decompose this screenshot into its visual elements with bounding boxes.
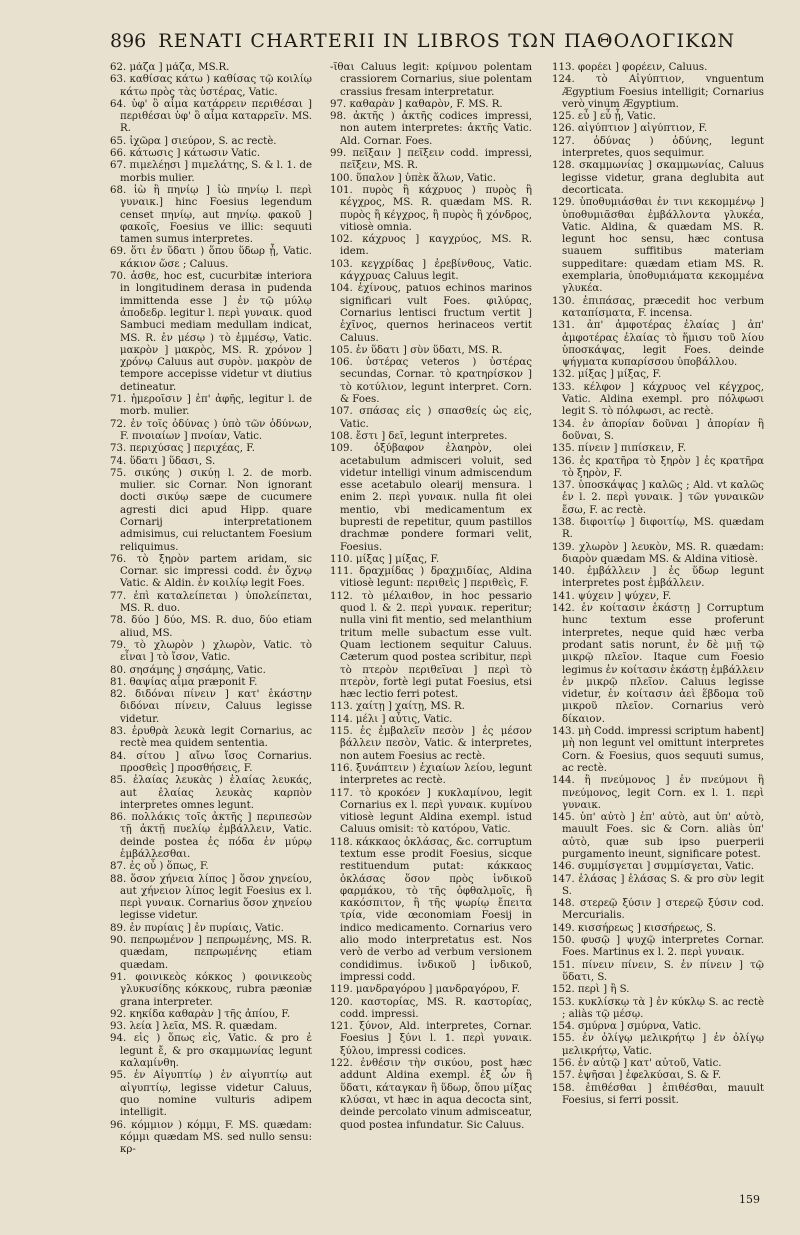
note-entry: 146. συμμίσγεται ] συμμίσγεται, Vatic. bbox=[552, 861, 755, 873]
note-entry: 91. φοινικεὸς κόκκος ) φοινικεοὺς γλυκυσίδης κόκκους, rubra pæoniæ grana interpreter. bbox=[110, 971, 312, 1008]
note-entry: 137. ὑποσκάψας ] καλῶς ; Ald. vt καλῶς ἐν l. 2. περὶ γυναικ. ] τῶν γυναικῶν ἔσω, F. ac rectè. bbox=[552, 480, 764, 516]
note-entry: 122. ἐνθέσιν τὴν σικύου, post hæc addunt Aldina exempl. ἐξ ὧν ἢ ὕδατι, κάταγκαν ἢ ὕδωρ, ὅπου μίξας κλύσαι, vt hæc in aqua decocta sint, deinde percolato vinum admisceatur, quod postea infundatur. Sic Caluus. bbox=[330, 1058, 532, 1131]
note-entry: 77. ἐπὶ καταλείπεται ) ὑπολείπεται, MS. R. duo. bbox=[110, 590, 312, 615]
note-entry: 93. λεία ] λεῖα, MS. R. quædam. bbox=[110, 1021, 278, 1033]
note-entry: 85. ἐλαίας λευκὰς ) ἐλαίας λευκάς, aut ἐλαίας λευκὰς καρπὸν interpretes omnes legunt. bbox=[110, 775, 312, 811]
note-entry: 128. σκαμμωνίας ] σκαμμωνίας, Caluus legisse videtur, grana deglubita aut decorticata. bbox=[552, 160, 764, 196]
note-entry: 106. ὑστέρας veteros ) ὑστέρας secundas, Cornar. τὸ κρατηρίσκον ] τὸ κοτύλιον, legunt interpret. Corn. & Foes. bbox=[330, 357, 532, 406]
note-entry: 86. πολλάκις τοῖς ἀκτῆς ] περιπεσὼν τῇ ἀκτῇ πυελίῳ ἐμβάλλειν, Vatic. deinde postea ἐς πόδα ἐν μύρῳ ἐμβάλλεσθαι. bbox=[110, 812, 312, 860]
note-entry: 121. ξύνον, Ald. interpretes, Cornar. Foesius ] ξύνι l. 1. περὶ γυναικ. ξύλου, impressi codices. bbox=[330, 1021, 532, 1057]
note-entry: 151. πίνειν πίνειν, S. ἐν πίνειν ] τῷ ὕδατι, S. bbox=[552, 959, 764, 983]
text-column-right bbox=[552, 62, 764, 1187]
note-entry: 118. κάκκαος ὀκλάσας, &c. corruptum textum esse prodit Foesius, sicque restituendum putat: κάκκαος ὀκλάσας ὅσον πρὸς ἰνδικοῦ φαρμάκου, τὸ τῆς ὀφθαλμοῖς, ἢ κακόσπιτον, ἢ τῆς ψωρίῳ ἔπειτα τρία, vide œconomiam Foesij in indico medicamento. Cornarius vero alio modo interpretatus est. Nos verò de verbo ad verbum versionem condidimus. ἰνδικοῦ ] ἰνδικοῦ, impressi codd. bbox=[330, 836, 532, 983]
note-entry: 79. τὸ χλωρὸν ) χλωρὸν, Vatic. τὸ εἶναι ] τὸ ἴσον, Vatic. bbox=[110, 639, 312, 664]
note-entry: 110. μίξας ] μίξας, F. bbox=[330, 553, 440, 565]
note-entry: 94. εἰς ) ὅπως εἰς, Vatic. & pro ἐ legunt ἔ, & pro σκαμμωνίας legunt καλαμίνθη. bbox=[110, 1033, 312, 1070]
note-entry: 132. μίξας ] μίξας, F. bbox=[552, 369, 662, 381]
note-entry: 115. ἐς ἐμβαλεῖν πεσὸν ] ἐς μέσον βάλλειν πεσὸν, Vatic. & interpretes, non autem Foesius ac rectè. bbox=[330, 726, 532, 762]
note-entry: 108. ἔστι ] δεῖ, legunt interpretes. bbox=[330, 430, 508, 442]
note-entry: 130. ἐπιπάσας, præcedit hoc verbum καταπίσματα, F. incensa. bbox=[552, 295, 764, 319]
text-column-left bbox=[110, 62, 312, 1187]
note-entry: 140. ἐμβάλλειν ] ἐς ὕδωρ legunt interpretes post ἐμβάλλειν. bbox=[552, 566, 764, 590]
note-entry: 126. αἰγύπτιον ] αἰγύπτιον, F. bbox=[552, 123, 708, 135]
note-entry: 127. ὀδύνας ) ὀδύνης, legunt interpretes, quos sequimur. bbox=[552, 135, 764, 160]
note-entry: 80. σησάμης ) σησάμης, Vatic. bbox=[110, 664, 266, 676]
page-header bbox=[110, 30, 736, 60]
note-entry: 158. ἐπιθέσθαι ] ἐπιθέσθαι, mauult Foesius, si ferri possit. bbox=[552, 1082, 764, 1106]
note-entry: 95. ἐν Αἰγυπτίῳ ) ἐν αἰγυπτίῳ aut αἰγυπτίῳ, legisse videtur Caluus, quo nomine vulturis adipem intelligit. bbox=[110, 1070, 312, 1119]
note-entry: -ῖθαι Caluus legit: κρίμνου polentam crassiorem Cornarius, siue polentam crassius fresam interpretatur. bbox=[330, 62, 532, 98]
note-entry: 87. ἐς οὖ ) ὅπως, F. bbox=[110, 861, 209, 873]
note-entry: 129. ὑποθυμιάσθαι ἐν τινι κεκομμένῳ ] ὑποθυμιᾶσθαι ἐμβάλλοντα γλυκέα, Vatic. Aldina, & quædam MS. R. legunt hoc sensu, hæc contusa suauem suffitibus materiam suppeditare: quædam etiam MS. R. exemplaria, ὑποθυμιάματα κεκομμένα γλυκέα. bbox=[552, 197, 764, 295]
note-entry: 141. ψύχειν ] ψύχεν, F. bbox=[552, 590, 672, 602]
note-entry: 99. πεῖξαιν ] πεῖξειν codd. impressi, πεῖξειν, MS. R. bbox=[330, 148, 532, 172]
note-entry: 156. ἐν αὐτῷ ] κατ' αὐτοῦ, Vatic. bbox=[552, 1058, 722, 1070]
note-entry: 117. τὸ κροκόεν ] κυκλαμίνου, legit Cornarius ex l. περὶ γυναικ. κυμίνου vitiosè legunt Aldina exempl. istud Caluus omisit: τὸ κατόρου, Vatic. bbox=[330, 787, 532, 836]
note-entry: 142. ἐν κοίτασιν ἑκάστῃ ] Corruptum hunc textum esse proferunt interpretes, neque quid hæc verba prodant satis norunt, ἐν δὲ μιῇ τῷ μικρῷ πλεῖον. Itaque cum Foesio legimus ἐν κοίτασιν ἑκάστῃ ἐμβάλλειν ἐν μικρῷ πλεῖον. Caluus legisse videtur, ἐν κοίτασιν ἀεὶ ἕβδομα τοῦ μικροῦ πλεῖον. Cornarius verò δίκαιον. bbox=[552, 603, 764, 725]
note-entry: 111. δραχμίδας ) δραχμιδίας, Aldina vitiosè legunt: περιθεὶς ] περιθεὶς, F. bbox=[330, 566, 532, 590]
running-title: RENATI CHARTERII IN LIBROS ΤΩΝ ΠΑΘΟΛΟΓΙΚΩΝ bbox=[158, 30, 736, 52]
note-entry: 88. ὅσον χήνεια λίπος ] ὅσον χηνείου, aut χήνειον λίπος legit Foesius ex l. περὶ γυναικ. Cornarius ὅσον χηνείου legisse videtur. bbox=[110, 873, 312, 922]
note-entry: 82. διδόναι πίνειν ] κατ' ἑκάστην διδόναι πίνειν, Caluus legisse videtur. bbox=[110, 689, 312, 725]
note-entry: 97. καθαρὰν ] καθαρὸν, F. MS. R. bbox=[330, 98, 503, 110]
note-entry: 92. κηκίδα καθαρὰν ] τῆς ἀπίου, F. bbox=[110, 1008, 291, 1020]
note-entry: 113. χαίτῃ ] χαίτῃ, MS. R. bbox=[330, 701, 465, 713]
note-entry: 125. εὖ ] εὖ ᾖ, Vatic. bbox=[552, 111, 656, 123]
note-entry: 75. σικύης ) σικύῃ l. 2. de morb. mulier. sic Cornar. Non ignorant docti σικύῳ sæpe de cucumere agresti dici apud Hipp. quare Cornarij interpretationem admisimus, cui reluctantem Foesium reliquimus. bbox=[110, 467, 312, 553]
note-entry: 116. ξυνάπτειν ) ἐχιαίων λείου, legunt interpretes ac rectè. bbox=[330, 762, 532, 787]
note-entry: 71. ἡμεροῖσιν ] ἐπ' ἀφῆς, legitur l. de morb. mulier. bbox=[110, 394, 312, 418]
note-entry: 63. καθίσας κάτω ) καθίσας τῷ κοιλίῳ κάτω πρὸς τὰς ὑστέρας, Vatic. bbox=[110, 74, 312, 98]
note-entry: 124. τὸ Αἰγύπτιον, vnguentum Ægyptium Foesius intelligit; Cornarius verò vinum Ægyptium. bbox=[552, 74, 764, 110]
note-entry: 65. ἰχῶρα ] σιεύρον, S. ac rectè. bbox=[110, 135, 277, 147]
note-entry: 74. ὕδατι ] ὕδασι, S. bbox=[110, 455, 216, 467]
note-entry: 131. ἀπ' ἀμφοτέρας ἐλαίας ] ἀπ' ἀμφοτέρας ἐλαίας τὸ ἥμισυ τοῦ λίου ὑποσκάψας, legit Foes. deinde ψήγματα κυπαρίσσου ὑποβάλλου. bbox=[552, 320, 764, 369]
note-entry: 81. θαψίας αἷμα præponit F. bbox=[110, 676, 258, 688]
note-entry: 153. κυκλίσκῳ τὰ ] ἐν κύκλῳ S. ac rectè ; aliàs τῷ μέσῳ. bbox=[552, 996, 764, 1020]
note-entry: 101. πυρὸς ἢ κάχρυος ) πυρὸς ἢ κέγχρος, MS. R. quædam MS. R. πυρὸς ἢ κέγχρος, ἢ πυρὸς ἢ χόνδρος, vitiosè omnia. bbox=[330, 184, 532, 233]
note-entry: 114. μέλι ] αὖτις, Vatic. bbox=[330, 713, 453, 725]
note-entry: 104. ἐχίνους, patuos echinos marinos significari vult Foes. φιλύρας, Cornarius lentisci fructum vertit ] ἐχῖνος, quernos herinaceos vertit Caluus. bbox=[330, 283, 532, 344]
note-entry: 96. κόμμιον ) κόμμι, F. MS. quædam: κόμμι quædam MS. sed nullo sensu: κρ- bbox=[110, 1119, 312, 1156]
note-entry: 100. ὕπαλον ] ὑπὲκ ἅλων, Vatic. bbox=[330, 172, 496, 184]
note-entry: 145. ὑπ' αὐτὸ ] ἐπ' αὐτὸ, aut ὑπ' αὐτὸ, mauult Foes. sic & Corn. aliàs ὑπ' αὐτὸ, quæ sub ipso puerperii purgamento ineunt, significare potest. bbox=[552, 812, 764, 860]
note-entry: 62. μάζα ] μάζα, MS.R. bbox=[110, 62, 230, 73]
note-entry: 148. στερεῷ ξύσιν ] στερεῷ ξύσιν cod. Mercurialis. bbox=[552, 898, 764, 922]
note-entry: 76. τὸ ξηρὸν partem aridam, sic Cornar. sic impressi codd. ἐν ὄχνῳ Vatic. & Aldin. ἐν κοιλίῳ legit Foes. bbox=[110, 553, 312, 590]
note-entry: 70. ἀσθε, hoc est, cucurbitæ interiora in longitudinem derasa in pudenda immittenda esse ] ἐν τῷ μύλῳ ἀποδεδρ. legitur l. περὶ γυναικ. quod Sambuci mediam medullam indicat, MS. R. ἐν μέσῳ ) τὸ ἐμμέσῳ, Vatic. μακρὸν ] μακρὸς, MS. R. χρόνον ] χρόνῳ Caluus aut συρὸν. μακρὸν de tempore accepisse videtur vt diutius detineatur. bbox=[110, 271, 312, 393]
note-entry: 64. ὑφ' ὃ αἷμα κατάρρειν περιθέσαι ] περιθέσαι ὑφ' ὃ αἷμα καταρρεῖν. MS. R. bbox=[110, 98, 312, 135]
note-entry: 139. χλωρὸν ] λευκὸν, MS. R. quædam: διαρὸν quædam MS. & Aldina vitiosè. bbox=[552, 541, 764, 565]
catchword: 159 bbox=[739, 1193, 760, 1206]
note-entry: 138. διφοιτίῳ ] διφοιτίῳ, MS. quædam R. bbox=[552, 516, 764, 541]
note-entry: 78. δύο ] δύο, MS. R. duo, δύο etiam aliud, MS. bbox=[110, 615, 312, 639]
note-entry: 103. κεγχρίδας ] ἐρεβίνθους, Vatic. κάγχρυας Caluus legit. bbox=[330, 258, 532, 283]
note-entry: 154. σμύρνα ] σμύρνα, Vatic. bbox=[552, 1021, 702, 1033]
text-column-middle bbox=[330, 62, 532, 1187]
note-entry: 152. περὶ ] ἢ S. bbox=[552, 984, 630, 996]
note-entry: 150. φυσῷ ] ψυχῷ interpretes Cornar. Foes. Martinus ex l. 2. περὶ γυναικ. bbox=[552, 935, 764, 959]
note-entry: 102. κάχρυος ] καγχρύος, MS. R. idem. bbox=[330, 234, 532, 258]
page-number: 896 bbox=[110, 30, 147, 52]
note-entry: 143. μὴ Codd. impressi scriptum habent] μὴ non legunt vel omittunt interpretes Corn. & Foesius, quos sequuti sumus, ac rectè. bbox=[552, 726, 764, 774]
note-entry: 67. πιμελέῃσι ] πιμελάτης, S. & l. 1. de morbis mulier. bbox=[110, 160, 312, 184]
note-entry: 109. ὀξύβαφον ἐλαηρὸν, olei acetabulum admisceri voluit, sed videtur intelligi vinum admiscendum esse acetabulo olearij mensura. l enim 2. περὶ γυναικ. nulla fit olei mentio, vbi medicamentum ex bupresti de repetitur, quum pastillos drachmæ pondere formari velit, Foesius. bbox=[330, 443, 532, 553]
note-entry: 155. ἐν ὀλίγῳ μελικρήτῳ ] ἐν ὀλίγῳ μελικρήτῳ, Vatic. bbox=[552, 1033, 764, 1057]
note-entry: 90. πεπρωμένον ] πεπρωμένης, MS. R. quædam, πεπρωμένης etiam quædam. bbox=[110, 935, 312, 971]
note-entry: 136. ἐς κρατῆρα τὸ ξηρὸν ] ἐς κρατῆρα τὸ ξηρὸν, F. bbox=[552, 455, 764, 479]
note-entry: 107. σπάσας εἰς ) σπασθείς ὡς εἰς, Vatic. bbox=[330, 406, 532, 430]
note-entry: 105. ἐν ὕδατι ] σὺν ὕδατι, MS. R. bbox=[330, 344, 503, 356]
note-entry: 120. καστορίας, MS. R. καστορίας, codd. impressi. bbox=[330, 996, 532, 1020]
note-entry: 112. τὸ μέλαιθον, in hoc pessario quod l. & 2. περὶ γυναικ. reperitur; nulla vini fit mentio, sed melanthium tritum melle subactum esse vult. Quam lectionem sequitur Caluus. Cæterum quod postea scribitur, περὶ τὸ πτερὸν περιθεῖναι ] περὶ τὸ πτερὸν, fortè legi putat Foesius, etsi hæc lectio ferri potest. bbox=[330, 590, 532, 701]
note-entry: 134. ἐν ἀπορίαν δοῦναι ] ἀπορίαν ἢ δοῦναι, S. bbox=[552, 418, 764, 442]
note-entry: 149. κισσήρεως ] κισσήρεως, S. bbox=[552, 922, 717, 934]
note-entry: 133. κέλφον ] κάχρυος vel κέγχρος, Vatic. Aldina exempl. pro πόλφωσι legit S. τὸ πόλφωσι, ac rectè. bbox=[552, 381, 764, 418]
note-entry: 73. περιχύσας ] περιχέας, F. bbox=[110, 443, 255, 455]
note-entry: 119. μανδραγόρου ] μανδραγόρου, F. bbox=[330, 984, 521, 996]
note-entry: 72. ἐν τοῖς ὀδύνας ) ὑπὸ τῶν ὀδύνων, F. πνοιαίων ] πνοίαν, Vatic. bbox=[110, 418, 312, 442]
note-entry: 66. κάτωσις ] κάτωσιν Vatic. bbox=[110, 148, 261, 160]
note-entry: 144. ἢ πνεύμονος ] ἐν πνεύμονι ἢ πνεύμονος, legit Corn. ex l. 1. περὶ γυναικ. bbox=[552, 775, 764, 811]
note-entry: 98. ἀκτῆς ) ἀκτῆς codices impressi, non autem interpretes: ἀκτῆς Vatic. Ald. Cornar. Foes. bbox=[330, 111, 532, 147]
note-entry: 68. ἰὼ ἢ πηνίῳ ] ἰὼ πηνίῳ l. περὶ γυναικ.] hinc Foesius legendum censet πηνίῳ, aut πηνίῳ. φακοῦ ] φακοῖς, Foesius ve illic: sequuti tamen sumus interpretes. bbox=[110, 184, 312, 246]
note-entry: 89. ἐν πυρίαις ] ἐν πυρίαις, Vatic. bbox=[110, 922, 284, 934]
note-entry: 83. ἐρυθρὰ λευκὰ legit Cornarius, ac rectè mea quidem sententia. bbox=[110, 726, 312, 750]
note-entry: 135. πίνειν ] πιπίσκειν, F. bbox=[552, 443, 687, 455]
note-entry: 113. φορέει ] φορέειν, Caluus. bbox=[552, 62, 708, 73]
note-entry: 84. σίτου ] αἴνω ἴσος Cornarius. προσθεὶς ] προσθήσεις, F. bbox=[110, 750, 312, 774]
note-entry: 147. ἐλάσας ] ἐλάσας S. & pro σὺν legit S. bbox=[552, 873, 764, 897]
note-entry: 157. ἐψῆσαι ] ἐφελκύσαι, S. & F. bbox=[552, 1070, 722, 1082]
note-entry: 69. ὅτι ἐν ὕδατι ) ὅπου ὕδωρ ᾖ, Vatic. κάκιον ὥσε ; Caluus. bbox=[110, 246, 312, 270]
